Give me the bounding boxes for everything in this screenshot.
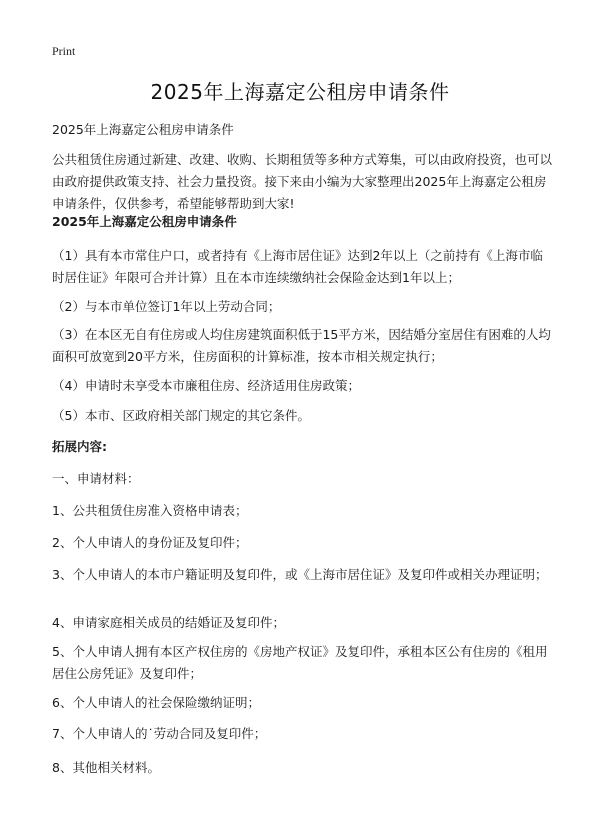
condition-item-5: （5）本市、区政府相关部门规定的其它条件。	[52, 408, 310, 423]
material-item-4: 4、申请家庭相关成员的结婚证及复印件；	[52, 615, 285, 630]
material-item-7: 7、个人申请人的˙劳动合同及复印件；	[52, 726, 267, 741]
material-item-6: 6、个人申请人的社会保险缴纳证明；	[52, 695, 260, 710]
page-title: 2025年上海嘉定公租房申请条件	[150, 80, 450, 104]
material-item-1: 1、公共租赁住房准入资格申请表；	[52, 503, 248, 518]
extension-heading: 拓展内容:	[52, 439, 107, 454]
section-heading: 2025年上海嘉定公租房申请条件	[52, 214, 237, 229]
condition-item-2: （2）与本市单位签订1年以上劳动合同；	[52, 299, 281, 314]
condition-item-3: （3）在本区无自有住房或人均住房建筑面积低于15平方米，因结婚分室居住有困难的人均面积可放宽到20平方米，住房面积的计算标准，按本市相关规定执行；	[52, 327, 551, 364]
material-item-5: 5、个人申请人拥有本区产权住房的《房地产权证》及复印件，承租本区公有住房的《租用居住公房凭证》及复印件；	[52, 644, 548, 681]
print-label[interactable]: Print	[52, 44, 76, 58]
material-item-3: 3、个人申请人的本市户籍证明及复印件，或《上海市居住证》及复印件或相关办理证明；	[52, 567, 548, 582]
material-item-2: 2、个人申请人的身份证及复印件；	[52, 535, 248, 550]
document-subtitle: 2025年上海嘉定公租房申请条件	[52, 122, 234, 137]
material-item-8: 8、其他相关材料。	[52, 760, 160, 775]
condition-item-4: （4）申请时未享受本市廉租住房、经济适用住房政策；	[52, 378, 360, 393]
intro-paragraph: 公共租赁住房通过新建、改建、收购、长期租赁等多种方式筹集，可以由政府投资，也可以由政府提供政策支持、社会力量投资。接下来由小编为大家整理出2025年上海嘉定公租房申请条件，仅供参考，希望能够帮助到大家!	[52, 152, 553, 211]
condition-item-1: （1）具有本市常住户口，或者持有《上海市居住证》达到2年以上（之前持有《上海市临时居住证》年限可合并计算）且在本市连续缴纳社会保险金达到1年以上；	[52, 248, 543, 285]
materials-heading: 一、申请材料：	[52, 471, 140, 486]
